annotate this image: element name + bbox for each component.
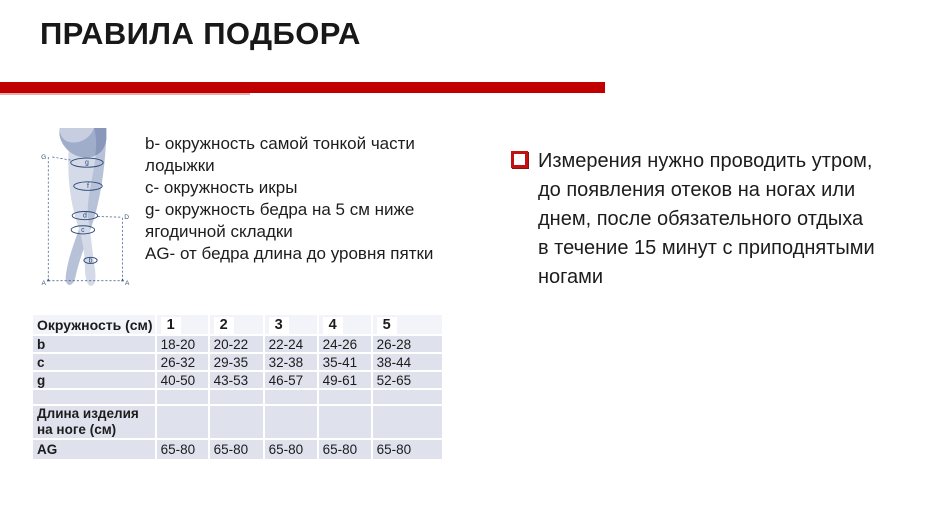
table-row-spacer xyxy=(32,389,443,405)
title-underline-bar-shadow xyxy=(0,93,250,95)
table-header-row xyxy=(32,314,443,335)
band-label-b: b xyxy=(88,257,93,265)
header-size-4: 4 xyxy=(318,314,372,335)
note-text: Измерения нужно проводить утром, до появления отеков на ногах или днем, после обязательного отдыха в течение 15 минут с приподнятыми ногами xyxy=(538,150,875,288)
definition-ag: AG- от бедра длина до уровня пятки xyxy=(145,244,434,263)
header-size-1: 1 xyxy=(156,314,209,335)
table-row-g: g 40-50 43-53 46-57 49-61 52-65 xyxy=(32,371,443,389)
table-row-b: b 18-20 20-22 22-24 24-26 26-28 xyxy=(32,335,443,353)
table-row-length-label: Длина изделия на ноге (см) xyxy=(32,405,443,439)
table-row-c: c 26-32 29-35 32-38 35-41 38-44 xyxy=(32,353,443,371)
guide-d-horizontal xyxy=(98,217,121,218)
measurement-definitions xyxy=(145,133,455,265)
table-row-ag: AG 65-80 65-80 65-80 65-80 65-80 xyxy=(32,439,443,460)
definition-g: g- окружность бедра на 5 см ниже ягодичной складки xyxy=(145,200,415,241)
header-size-2: 2 xyxy=(209,314,264,335)
definition-c: c- окружность икры xyxy=(145,178,298,197)
band-label-d: d xyxy=(82,212,87,220)
size-table xyxy=(31,313,444,461)
page-title: ПРАВИЛА ПОДБОРА xyxy=(40,16,361,51)
point-label-A-left: A xyxy=(41,279,46,287)
band-label-c: c xyxy=(81,226,85,234)
band-label-g: g xyxy=(85,159,89,167)
point-label-G: G xyxy=(41,154,47,162)
point-label-A-right: A xyxy=(124,279,130,287)
measurement-note xyxy=(511,147,883,292)
checkbox-bullet-icon xyxy=(511,151,528,168)
header-size-3: 3 xyxy=(264,314,318,335)
point-label-D: D xyxy=(124,214,130,222)
legs-measurement-diagram xyxy=(38,127,142,295)
title-underline-bar xyxy=(0,82,605,93)
tick-a-left xyxy=(47,278,50,281)
header-circumference: Окружность (см) xyxy=(32,314,156,335)
tick-a-right xyxy=(121,278,124,281)
band-label-f: f xyxy=(87,183,89,191)
guide-g-horizontal xyxy=(52,157,70,160)
header-size-5: 5 xyxy=(372,314,443,335)
definition-b: b- окружность самой тонкой части лодыжки xyxy=(145,134,415,175)
